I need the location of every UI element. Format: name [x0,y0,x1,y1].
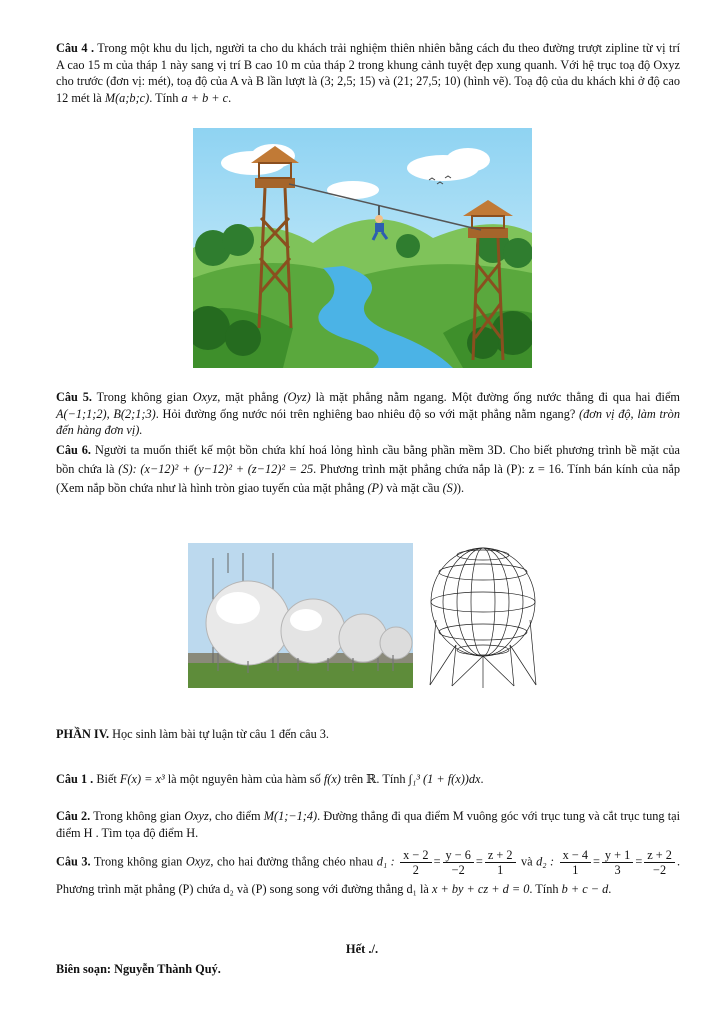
q5-text1: Trong không gian [96,390,188,404]
e3-m1: Oxyz [185,854,211,869]
question-4 [56,40,680,106]
q6-label: Câu 6. [56,443,92,457]
e1-t1: Biết [96,772,117,786]
q5-m1: Oxyz [192,390,218,404]
e3-d1-frac2: $\frac{y - 6}{-2}$ [443,848,474,877]
question-5 [56,389,680,439]
q4-tail: . Tính [149,90,179,105]
e1-t4: . [480,772,484,786]
e2-m1: Oxyz [184,809,209,823]
end-mark: Hết ./. [345,942,379,956]
q5-text4: . Hỏi đường ống nước nói trên nghiêng bao nhiêu độ so với mặt phẳng nằm ngang? [155,406,576,421]
q4-point: M(a;b;c) [104,90,150,105]
author-credit: Biên soạn: Nguyễn Thành Quý. [56,962,221,976]
part4-title: PHẦN IV. [56,727,110,741]
q6-text4: ). [456,481,465,495]
e3-ask: b + c − d [561,882,609,896]
essay-question-2 [56,808,680,841]
zipline-illustration [193,128,532,368]
e2-m2: M(1;−1;4) [263,809,318,823]
q5-text3: là mặt phẳng nằm ngang. Một đường ống nước thẳng đi qua hai điểm [315,390,680,404]
q5-m2: (Oyz) [283,390,311,404]
e1-t2: là một nguyên hàm của hàm số [167,772,321,786]
e2-t3: . Đường thẳng đi qua điểm M vuông góc với trục tung và cắt trục tung tại điểm H . Tìm tọa độ điểm H. [56,809,680,840]
q6-text1: Người ta muốn thiết kế một bồn chứa khí hoá lỏng hình cầu bằng phần mềm 3D. Cho biết phương trình bề mặt của bồn chứa là [56,443,681,476]
e3-t3: . Phương trình mặt phẳng (P) chứa d₂ và (P) song song với đường thẳng d₁ là [56,854,681,896]
part-4-heading [56,726,680,743]
q4-end: . [228,90,232,105]
q5-label: Câu 5. [56,390,92,404]
e3-t2: , cho hai đường thẳng chéo nhau [210,854,374,869]
q6-mS: (S) [442,481,457,495]
essay-question-3: Câu 3. Trong không gian Oxyz, cho hai đường thẳng chéo nhau d₁ : $\frac{x - 2}{2}$ = $\frac{y - 6}{-2}$ = $\frac{z + 2}{1}$ và d₂ : $\frac{x - 4}{1}$ = $\frac{y + 1}{3}$ = $\frac{z + 2}{-2}$ . Phương trình mặt phẳng (P) chứa d₂ và (P) song song với đường thẳng d₁ là x + by + cz + d = 0. Tính b + c − d. [56,848,681,896]
e3-label: Câu 3. [56,854,91,869]
e3-end: . [608,882,612,896]
e3-d1-frac1: $\frac{x - 2}{2}$ [400,848,431,877]
part4-text: Học sinh làm bài tự luận từ câu 1 đến câu 3. [112,727,330,741]
e3-t1: Trong không gian [93,854,183,869]
e3-d1-label: d₁ : [376,854,395,869]
e3-d2-label: d₂ : [536,854,555,869]
e3-d2-frac3: $\frac{z + 2}{-2}$ [644,848,675,877]
e1-label: Câu 1 . [56,772,94,786]
q5-m3: A(−1;1;2), B(2;1;3) [56,406,156,421]
q5-note: (đơn vị độ, làm tròn đến hàng đơn vị). [56,406,680,438]
e2-t2: , cho điểm [208,809,261,823]
q6-text2: . Phương trình mặt phẳng chứa nắp là (P): z = 16. Tính bán kính của nắp (Xem nắp bồn chứa như là hình tròn giao tuyến của mặt phẳng [56,462,681,495]
q4-sum: a + b + c [181,90,229,105]
e1-t3: trên ℝ. Tính [343,772,406,786]
e1-integral: ∫₁³ (1 + f(x))dx [408,772,481,786]
q6-sphere: (S): (x−12)² + (y−12)² + (z−12)² = 25 [118,462,314,476]
q5-text2: , mặt phẳng [217,390,279,404]
e3-d2-frac2: $\frac{y + 1}{3}$ [602,848,633,877]
sphere-wireframe-drawing [416,540,550,690]
e3-and: và [521,854,533,869]
q6-text3: và mặt cầu [386,481,440,495]
gas-tank-photo [188,543,413,688]
q6-mP: (P) [367,481,384,495]
e3-d1-frac3: $\frac{z + 2}{1}$ [485,848,516,877]
essay-question-1 [56,771,680,788]
e3-eq: x + by + cz + d = 0 [431,882,530,896]
e1-m2: f(x) [323,772,341,786]
e2-t1: Trong không gian [93,809,182,823]
e1-m1: F(x) = x³ [119,772,165,786]
e2-label: Câu 2. [56,809,91,823]
e3-d2-frac1: $\frac{x - 4}{1}$ [560,848,591,877]
question-6 [56,441,680,498]
e3-t4: . Tính [529,882,559,896]
q4-label: Câu 4 . [56,41,95,55]
q4-text: Trong một khu du lịch, người ta cho du khách trải nghiệm thiên nhiên bằng cách đu theo đường trượt zipline từ vị trí A cao 15 m của tháp 1 này sang vị trí B cao 10 m của tháp 2 trong khung cảnh tuyệt đẹp xung quanh. Với hệ trục toạ độ Oxyz cho trước (đơn vị: mét), toạ độ của A và B lần lượt là (3; 2,5; 15) và (21; 27,5; 10) (hình vẽ). Toạ độ của du khách khi ở độ cao 12 mét là [56,41,680,105]
